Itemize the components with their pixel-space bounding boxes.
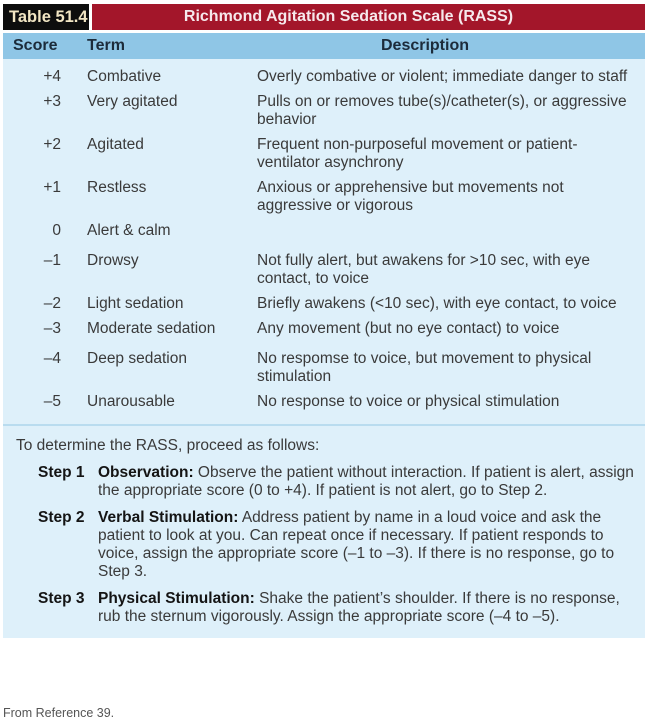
row-term: Combative [87, 68, 162, 85]
row-term: Alert & calm [87, 222, 171, 239]
table-row [3, 393, 645, 411]
row-score: –1 [43, 252, 61, 269]
table-number: Table 51.4 [3, 4, 89, 30]
row-score: –4 [43, 350, 61, 367]
header-score: Score [13, 37, 58, 54]
table-row [3, 350, 645, 386]
step-heading: Observation: [98, 464, 194, 481]
table-row [3, 252, 645, 288]
row-score: –2 [43, 295, 61, 312]
table-row [3, 179, 645, 215]
row-description: No response to voice or physical stimulation [257, 393, 560, 410]
footnote: From Reference 39. [3, 706, 115, 720]
rass-table [3, 4, 645, 638]
table-row [3, 295, 645, 313]
step-text: Observe the patient without interaction. If patient is alert, assign the appropriate score (0 to +4). If patient is not alert, go to Step 2. [98, 464, 634, 499]
row-score: –3 [43, 320, 61, 337]
row-score: +1 [43, 179, 61, 196]
row-description: Briefly awakens (<10 sec), with eye contact, to voice [257, 295, 617, 312]
table-row [3, 320, 645, 338]
procedure-intro: To determine the RASS, proceed as follows: [16, 437, 320, 454]
step-heading: Physical Stimulation: [98, 590, 255, 607]
header-description: Description [380, 37, 469, 54]
procedure-step-1 [38, 464, 635, 500]
row-description: Not fully alert, but awakens for >10 sec, with eye contact, to voice [257, 252, 590, 287]
table-title-bar [3, 4, 645, 30]
row-term: Very agitated [87, 93, 178, 110]
table-body [3, 59, 645, 638]
row-term: Drowsy [87, 252, 139, 269]
row-description [257, 222, 645, 240]
row-description: Frequent non-purposeful movement or patient-ventilator asynchrony [257, 136, 578, 171]
row-description: Overly combative or violent; immediate danger to staff [257, 68, 628, 85]
row-score: 0 [52, 222, 61, 239]
step-body [98, 590, 635, 626]
row-score: +3 [43, 93, 61, 110]
row-term: Agitated [87, 136, 144, 153]
row-score: –5 [43, 393, 61, 410]
row-score: +2 [43, 136, 61, 153]
table-row [3, 93, 645, 129]
step-text: Shake the patient’s shoulder. If there is no response, rub the sternum vigorously. Assign the appropriate score (–4 to –5). [98, 590, 620, 625]
row-description: No respomse to voice, but movement to physical stimulation [257, 350, 592, 385]
procedure-step-3 [38, 590, 635, 626]
table-title: Richmond Agitation Sedation Scale (RASS) [92, 4, 645, 30]
procedure-step-2 [38, 509, 635, 581]
table-row [3, 136, 645, 172]
table-row [3, 68, 645, 86]
score-rows [3, 59, 645, 426]
row-term: Moderate sedation [87, 320, 216, 337]
row-term: Deep sedation [87, 350, 187, 367]
step-label: Step 1 [38, 464, 85, 481]
step-heading: Verbal Stimulation: [98, 509, 239, 526]
step-body [98, 464, 635, 500]
procedure-section [3, 426, 645, 638]
step-label: Step 2 [38, 509, 85, 526]
step-label: Step 3 [38, 590, 85, 607]
step-body [98, 509, 635, 581]
row-description: Any movement (but no eye contact) to voice [257, 320, 560, 337]
row-score: +4 [43, 68, 61, 85]
table-header-row [3, 33, 645, 59]
row-term: Light sedation [87, 295, 184, 312]
row-description: Pulls on or removes tube(s)/catheter(s), or aggressive behavior [257, 93, 627, 128]
table-row [3, 222, 645, 240]
header-term: Term [87, 37, 125, 54]
row-term: Restless [87, 179, 147, 196]
step-text: Address patient by name in a loud voice and ask the patient to look at you. Can repeat once if necessary. If patient responds to voice, assign the appropriate score (–1 to –3). If there is no response, go to Step 3. [98, 509, 615, 580]
row-description: Anxious or apprehensive but movements not aggressive or vigorous [257, 179, 564, 214]
row-term: Unarousable [87, 393, 175, 410]
